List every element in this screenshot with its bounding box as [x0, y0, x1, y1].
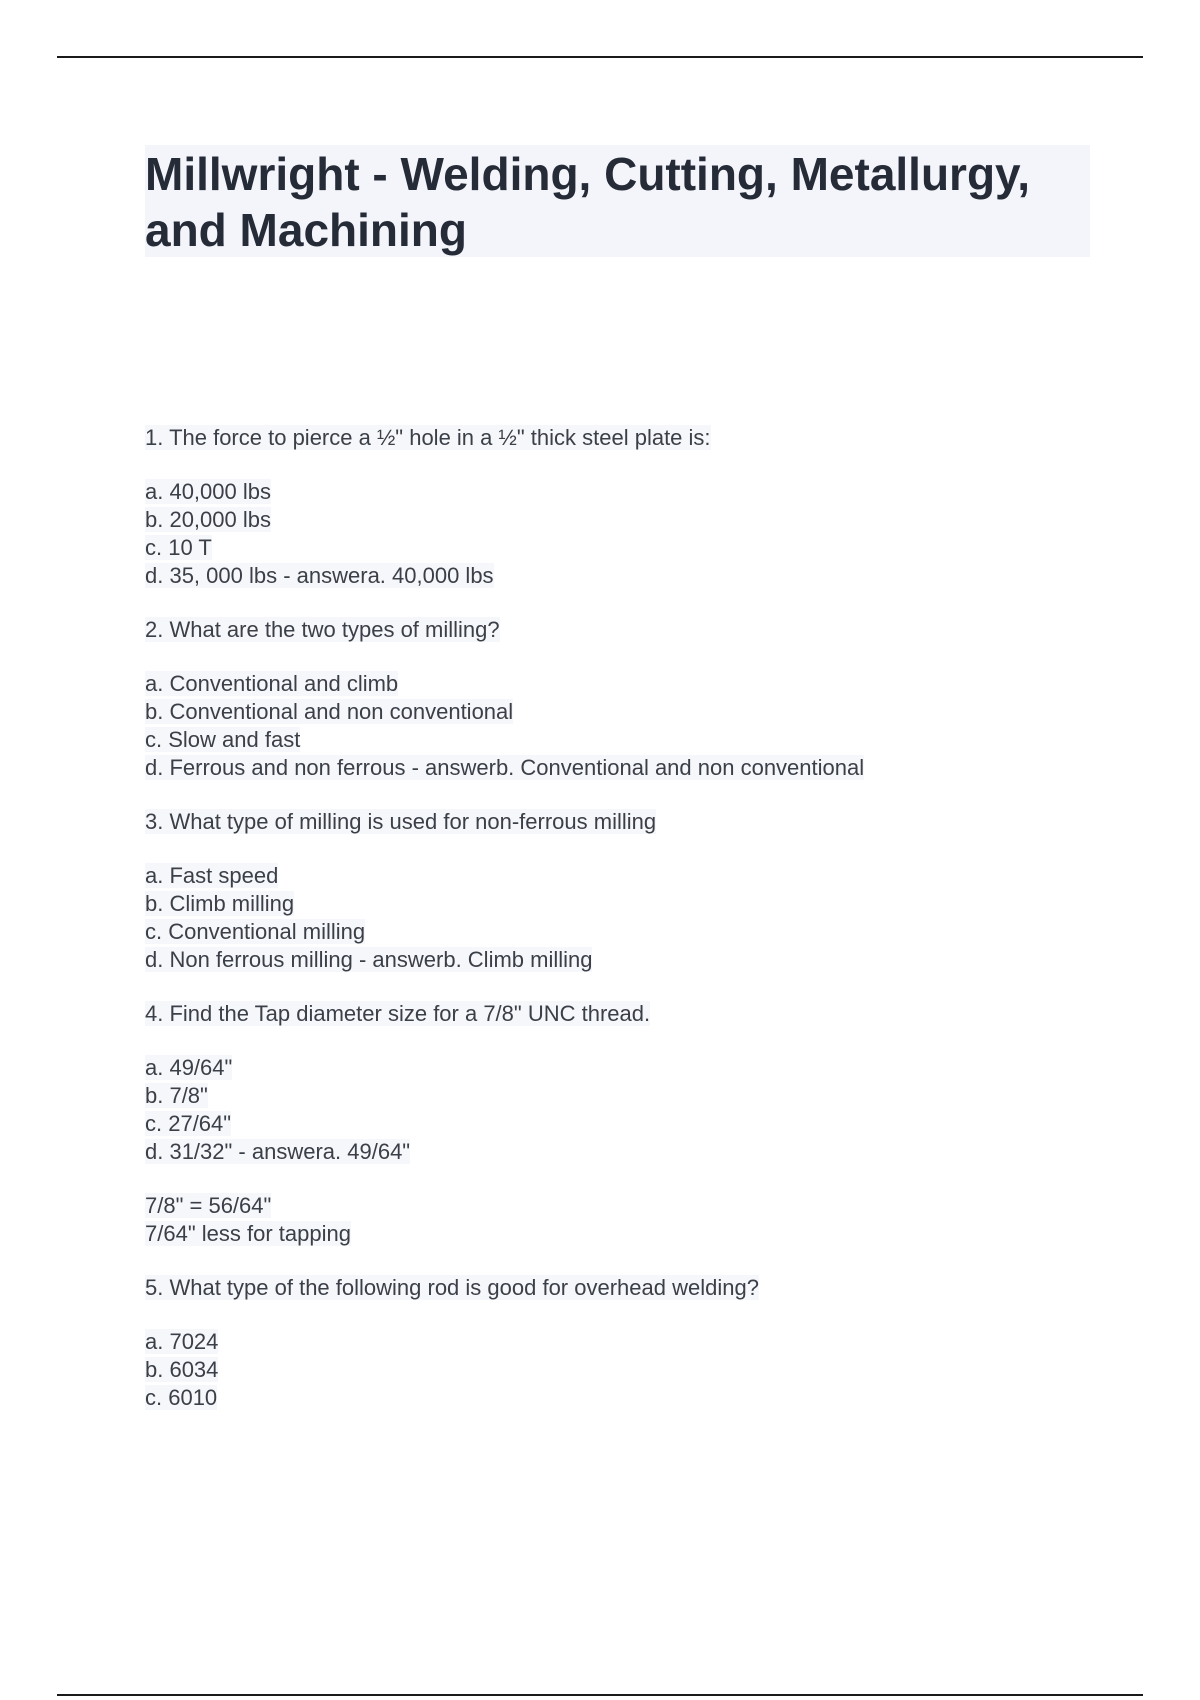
- option: b. Conventional and non conventional: [145, 699, 514, 724]
- document-body: [145, 424, 1105, 1438]
- option: a. Fast speed: [145, 863, 279, 888]
- option: b. 7/8": [145, 1083, 208, 1108]
- option-with-answer: d. Non ferrous milling - answerb. Climb milling: [145, 947, 593, 972]
- option-with-answer: d. 31/32" - answera. 49/64": [145, 1139, 411, 1164]
- option-with-answer: d. Ferrous and non ferrous - answerb. Conventional and non conventional: [145, 755, 865, 780]
- option: a. 40,000 lbs: [145, 479, 271, 504]
- option: a. 49/64": [145, 1055, 233, 1080]
- note: 7/64" less for tapping: [145, 1221, 351, 1246]
- option: c. Slow and fast: [145, 727, 301, 752]
- question-text: 3. What type of milling is used for non-ferrous milling: [145, 809, 657, 834]
- question-2: [145, 616, 1105, 644]
- option: c. 27/64": [145, 1111, 232, 1136]
- note: 7/8" = 56/64": [145, 1193, 272, 1218]
- question-5: [145, 1274, 1105, 1302]
- question-3: [145, 808, 1105, 836]
- option: a. 7024: [145, 1329, 219, 1354]
- option: b. 6034: [145, 1357, 219, 1382]
- question-2-options: [145, 670, 1105, 782]
- question-text: 4. Find the Tap diameter size for a 7/8" UNC thread.: [145, 1001, 651, 1026]
- question-4-options: [145, 1054, 1105, 1166]
- question-1-options: [145, 478, 1105, 590]
- option: a. Conventional and climb: [145, 671, 399, 696]
- question-3-options: [145, 862, 1105, 974]
- option: c. 6010: [145, 1385, 218, 1410]
- question-text: 5. What type of the following rod is good for overhead welding?: [145, 1275, 759, 1300]
- question-text: 2. What are the two types of milling?: [145, 617, 500, 642]
- question-1: [145, 424, 1105, 452]
- question-4-notes: [145, 1192, 1105, 1248]
- option: c. Conventional milling: [145, 919, 366, 944]
- option-with-answer: d. 35, 000 lbs - answera. 40,000 lbs: [145, 563, 494, 588]
- question-4: [145, 1000, 1105, 1028]
- option: b. Climb milling: [145, 891, 295, 916]
- document-title: Millwright - Welding, Cutting, Metallurgy, and Machining: [145, 148, 1031, 256]
- top-rule: [57, 56, 1143, 58]
- bottom-rule: [57, 1694, 1143, 1696]
- question-text: 1. The force to pierce a ½" hole in a ½" thick steel plate is:: [145, 425, 711, 450]
- option: c. 10 T: [145, 535, 212, 560]
- question-5-options: [145, 1328, 1105, 1412]
- option: b. 20,000 lbs: [145, 507, 271, 532]
